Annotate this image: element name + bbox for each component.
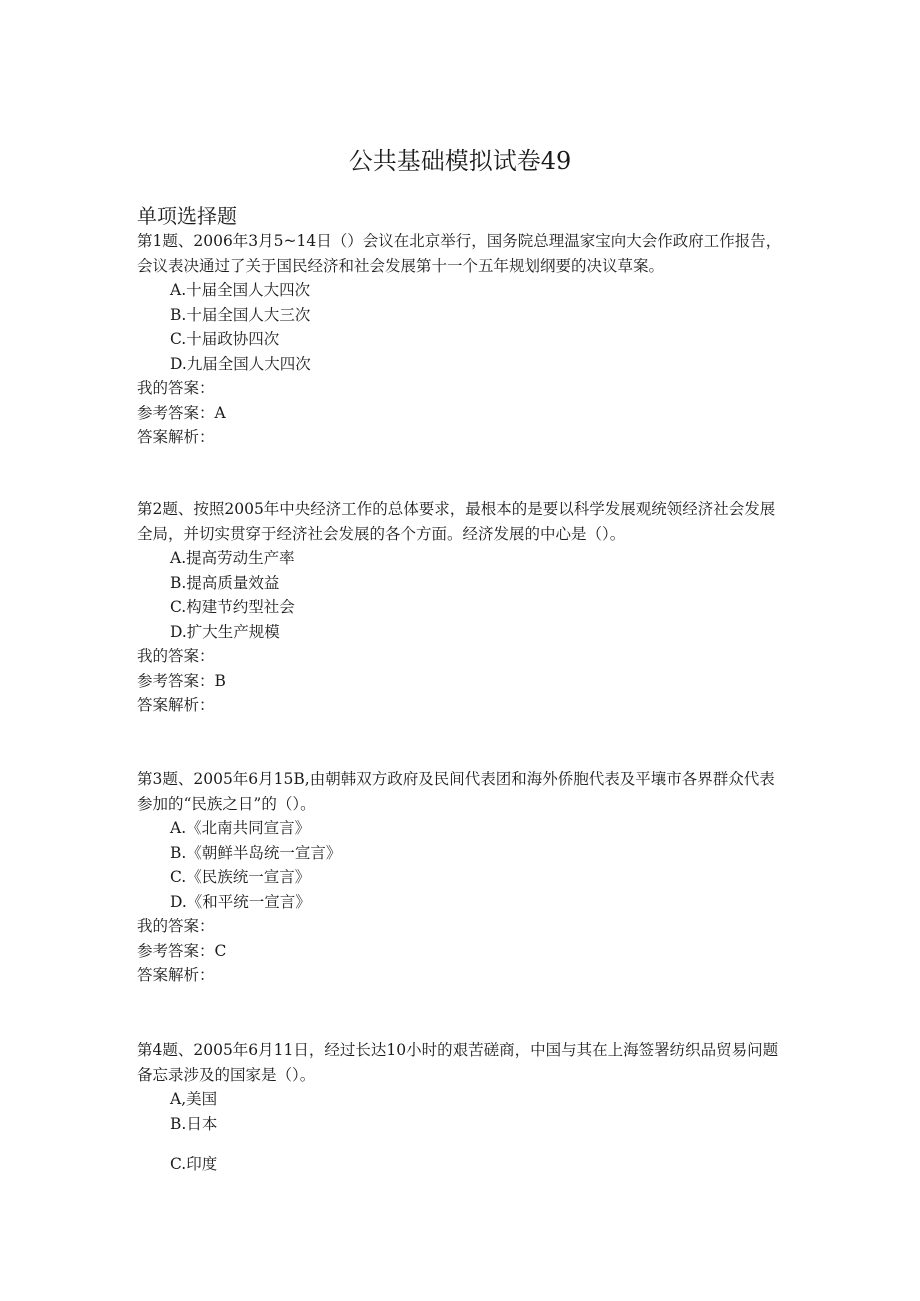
analysis-label: 答案解析： (137, 966, 215, 984)
my-answer-label: 我的答案： (137, 647, 215, 665)
option-list (137, 1087, 787, 1177)
analysis-label: 答案解析： (137, 428, 215, 446)
question-stem: 第1题、2006年3月5~14日（）会议在北京举行，国务院总理温家宝向大会作政府工作报告，会议表决通过了关于国民经济和社会发展第十一个五年规划纲要的决议草案。 (137, 232, 782, 275)
reference-answer (137, 401, 787, 426)
option-b[interactable]: B.《朝鲜半岛统一宣言》 (170, 843, 342, 862)
reference-answer-value: B (214, 671, 226, 690)
reference-answer-label: 参考答案： (137, 941, 215, 960)
option-c[interactable]: C.《民族统一宣言》 (170, 868, 311, 886)
option-a[interactable]: A.《北南共同宣言》 (170, 819, 311, 837)
my-answer-label: 我的答案： (137, 917, 215, 935)
option-a[interactable]: A.提高劳动生产率 (170, 549, 295, 567)
option-a[interactable]: A.十届全国人大四次 (170, 281, 311, 299)
analysis-label: 答案解析： (137, 696, 215, 714)
option-list (137, 816, 787, 914)
question-1 (137, 229, 787, 450)
question-2 (137, 497, 787, 718)
option-a[interactable]: A,美国 (170, 1090, 218, 1108)
option-d[interactable]: D.《和平统一宣言》 (170, 892, 311, 911)
question-stem: 第4题、2005年6月11日，经过长达10小时的艰苦磋商，中国与其在上海签署纺织品贸易问题备忘录涉及的国家是（）。 (137, 1041, 779, 1084)
question-stem: 第2题、按照2005年中央经济工作的总体要求，最根本的是要以科学发展观统领经济社会发展全局，并切实贯穿于经济社会发展的各个方面。经济发展的中心是（）。 (137, 500, 776, 543)
option-c[interactable]: C.印度 (170, 1155, 218, 1173)
option-b[interactable]: B.十届全国人大三次 (170, 305, 311, 324)
reference-answer-value: C (214, 941, 227, 960)
reference-answer-value: A (214, 403, 226, 422)
option-list (137, 546, 787, 644)
reference-answer-label: 参考答案： (137, 403, 215, 422)
option-list (137, 278, 787, 376)
reference-answer-label: 参考答案： (137, 671, 215, 690)
reference-answer (137, 669, 787, 694)
reference-answer (137, 939, 787, 964)
option-b[interactable]: B.提高质量效益 (170, 573, 280, 592)
question-stem: 第3题、2005年6月15B,由朝韩双方政府及民间代表团和海外侨胞代表及平壤市各界群众代表参加的“民族之日”的（）。 (137, 770, 775, 813)
section-title: 单项选择题 (137, 204, 237, 228)
option-c[interactable]: C.十届政协四次 (170, 330, 280, 348)
question-4 (137, 1038, 787, 1177)
question-3 (137, 767, 787, 988)
option-d[interactable]: D.扩大生产规模 (170, 622, 280, 641)
option-d[interactable]: D.九届全国人大四次 (170, 354, 311, 373)
option-c[interactable]: C.构建节约型社会 (170, 598, 295, 616)
page-title: 公共基础模拟试卷49 (348, 147, 572, 175)
my-answer-label: 我的答案： (137, 379, 215, 397)
option-b[interactable]: B.日本 (170, 1114, 218, 1133)
